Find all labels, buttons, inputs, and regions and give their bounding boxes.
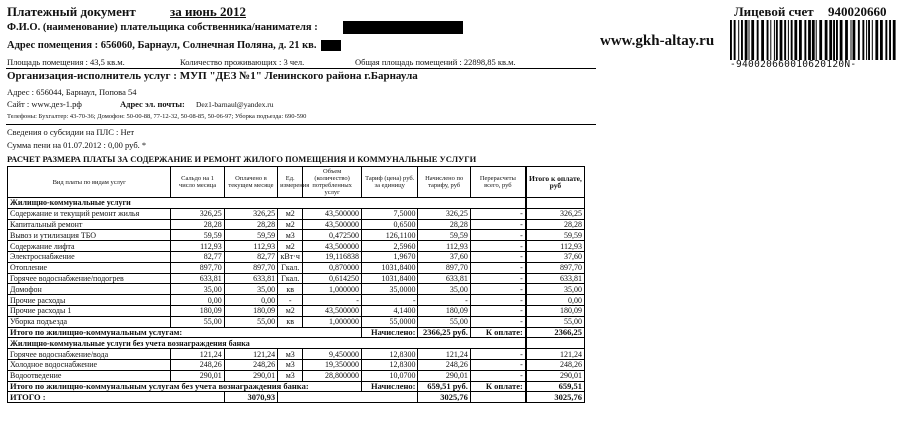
barcode-bar	[741, 20, 743, 60]
table-cell: Электроснабжение	[8, 251, 171, 262]
barcode-bar	[734, 20, 736, 60]
table-cell: 43,500000	[303, 241, 362, 252]
table-cell: 121,24	[526, 349, 585, 360]
table-cell: 1,000000	[303, 284, 362, 295]
section-title-cell: Жилищно-коммунальные услуги без учета вознаграждения банка	[8, 338, 526, 349]
table-cell: м2	[278, 241, 303, 252]
pay-value: 659,51	[526, 381, 585, 392]
table-cell: 326,25	[418, 208, 470, 219]
barcode-bar	[794, 20, 797, 60]
table-cell: 1031,8400	[361, 262, 418, 273]
barcode-bar	[751, 20, 754, 60]
table-cell: 1,000000	[303, 316, 362, 327]
pay-label: К оплате:	[470, 327, 526, 338]
table-cell: 248,26	[171, 359, 224, 370]
table-cell: -	[470, 349, 526, 360]
barcode-bar	[738, 20, 739, 60]
table-row	[8, 273, 585, 284]
grand-empty	[470, 392, 526, 403]
residents-label: Количество проживающих : 3 чел.	[180, 57, 305, 67]
column-header: Сальдо на 1 число месяца	[171, 167, 224, 198]
table-cell: Гкал.	[278, 273, 303, 284]
barcode-bar	[761, 20, 764, 60]
table-cell: Содержание и текущий ремонт жилья	[8, 208, 171, 219]
table-cell: 28,28	[171, 219, 224, 230]
penalty-info: Сумма пени на 01.07.2012 : 0,00 руб. *	[7, 140, 147, 150]
period: за июнь 2012	[170, 4, 247, 19]
table-cell: -	[361, 295, 418, 306]
accrued-label: Начислено:	[361, 327, 418, 338]
account-label: Лицевой счет	[734, 4, 814, 19]
table-cell: 82,77	[224, 251, 277, 262]
table-cell: 290,01	[526, 370, 585, 381]
org-name: Организация-исполнитель услуг : МУП "ДЕЗ №1" Ленинского района г.Барнаула	[7, 70, 418, 82]
table-cell: 290,01	[171, 370, 224, 381]
table-cell: кв	[278, 316, 303, 327]
table-cell: 326,25	[171, 208, 224, 219]
table-cell: 0,870000	[303, 262, 362, 273]
table-cell: Горячее водоснабжение/вода	[8, 349, 171, 360]
table-cell: 10,0700	[361, 370, 418, 381]
table-cell: 59,59	[224, 230, 277, 241]
pay-label: К оплате:	[470, 381, 526, 392]
section-title-cell: Жилищно-коммунальные услуги	[8, 198, 526, 209]
table-cell: -	[470, 241, 526, 252]
table-cell: 897,70	[418, 262, 470, 273]
table-cell: -	[470, 316, 526, 327]
divider	[6, 124, 596, 125]
section-cell-empty	[526, 338, 585, 349]
table-cell: 4,1400	[361, 305, 418, 316]
grand-empty	[278, 392, 418, 403]
column-header: Тариф (цена) руб. за единицу	[361, 167, 418, 198]
barcode-bar	[845, 20, 848, 60]
table-cell: м3	[278, 370, 303, 381]
table-cell: 35,00	[418, 284, 470, 295]
accrued-value: 659,51 руб.	[418, 381, 470, 392]
total-row	[8, 327, 585, 338]
org-site: Сайт : www.дез-1.рф	[7, 99, 82, 109]
barcode-bar	[853, 20, 856, 60]
table-cell: кВт·ч	[278, 251, 303, 262]
table-cell: 112,93	[171, 241, 224, 252]
table-cell: 0,614250	[303, 273, 362, 284]
barcode-bar	[885, 20, 887, 60]
table-cell: 59,59	[526, 230, 585, 241]
table-cell: 43,500000	[303, 219, 362, 230]
barcode-bar	[770, 20, 771, 60]
barcode-bar	[819, 20, 822, 60]
bill-table	[7, 166, 585, 403]
subsidy-info: Сведения о субсидии на ПЛС : Нет	[7, 127, 135, 137]
barcode-bar	[780, 20, 783, 60]
table-cell: м3	[278, 349, 303, 360]
grand-pay: 3025,76	[526, 392, 585, 403]
table-cell: 55,00	[224, 316, 277, 327]
table-cell: м2	[278, 305, 303, 316]
table-cell: 0,00	[224, 295, 277, 306]
table-cell: 897,70	[224, 262, 277, 273]
barcode-bar	[829, 20, 832, 60]
column-header: Начислено по тарифу, руб	[418, 167, 470, 198]
table-cell: 248,26	[526, 359, 585, 370]
table-cell: 28,28	[418, 219, 470, 230]
barcode-bar	[784, 20, 786, 60]
table-cell: -	[418, 295, 470, 306]
table-cell: 248,26	[224, 359, 277, 370]
table-cell: 55,00	[171, 316, 224, 327]
barcode-bar	[836, 20, 838, 60]
total-label: Итого по жилищно-коммунальным услугам:	[8, 327, 362, 338]
table-cell: 12,8300	[361, 349, 418, 360]
column-header: Перерасчеты всего, руб	[470, 167, 526, 198]
barcode-bar	[812, 20, 815, 60]
table-cell: 55,00	[526, 316, 585, 327]
website: www.gkh-altay.ru	[600, 33, 715, 49]
barcode-bar	[880, 20, 883, 60]
table-cell: 180,09	[171, 305, 224, 316]
table-cell: -	[470, 251, 526, 262]
barcode	[728, 20, 896, 60]
accrued-label: Начислено:	[361, 381, 418, 392]
table-cell: 1,9670	[361, 251, 418, 262]
table-row	[8, 284, 585, 295]
barcode-bar	[816, 20, 817, 60]
section-row	[8, 338, 585, 349]
table-cell: -	[470, 262, 526, 273]
table-cell: 35,00	[224, 284, 277, 295]
barcode-bar	[730, 20, 732, 60]
table-cell: -	[470, 295, 526, 306]
table-cell: 326,25	[224, 208, 277, 219]
barcode-bar	[791, 20, 793, 60]
table-cell: 121,24	[171, 349, 224, 360]
table-cell: 290,01	[224, 370, 277, 381]
table-cell: 633,81	[526, 273, 585, 284]
table-cell: Прочие расходы	[8, 295, 171, 306]
barcode-bar	[804, 20, 806, 60]
table-cell: 180,09	[526, 305, 585, 316]
table-cell: 897,70	[526, 262, 585, 273]
table-row	[8, 316, 585, 327]
table-cell: 19,116838	[303, 251, 362, 262]
table-cell: 82,77	[171, 251, 224, 262]
table-cell: 0,00	[171, 295, 224, 306]
table-cell: 633,81	[171, 273, 224, 284]
table-cell: 37,60	[526, 251, 585, 262]
table-cell: 59,59	[418, 230, 470, 241]
org-email: Dez1-barnaul@yandex.ru	[196, 100, 274, 109]
barcode-bar	[767, 20, 769, 60]
table-cell: 55,00	[418, 316, 470, 327]
table-cell: 897,70	[171, 262, 224, 273]
table-cell: 248,26	[418, 359, 470, 370]
table-cell: -	[470, 208, 526, 219]
table-cell: Гкал.	[278, 262, 303, 273]
total-area-label: Общая площадь помещений : 22898,85 кв.м.	[355, 57, 516, 67]
table-cell: кв	[278, 284, 303, 295]
barcode-bar	[840, 20, 843, 60]
table-cell: 180,09	[224, 305, 277, 316]
table-cell: м2	[278, 219, 303, 230]
table-cell: м3	[278, 230, 303, 241]
barcode-bar	[757, 20, 759, 60]
table-cell: -	[470, 284, 526, 295]
table-cell: 35,00	[526, 284, 585, 295]
table-cell: Уборка подъезда	[8, 316, 171, 327]
accrued-value: 2366,25 руб.	[418, 327, 470, 338]
table-cell: Домофон	[8, 284, 171, 295]
table-header-row	[8, 167, 585, 198]
area-label: Площадь помещения : 43,5 кв.м.	[7, 57, 125, 67]
barcode-bar	[749, 20, 750, 60]
barcode-bar	[889, 20, 891, 60]
section-row	[8, 198, 585, 209]
table-row	[8, 230, 585, 241]
table-cell: 19,350000	[303, 359, 362, 370]
column-header: Вид платы по видам услуг	[8, 167, 171, 198]
org-address: Адрес : 656044, Барнаул, Попова 54	[7, 87, 137, 97]
table-cell: м3	[278, 359, 303, 370]
table-cell: 28,28	[224, 219, 277, 230]
table-cell: -	[470, 273, 526, 284]
table-cell: -	[470, 230, 526, 241]
table-cell: 12,8300	[361, 359, 418, 370]
column-header: Ед. измерения	[278, 167, 303, 198]
table-cell: 7,5000	[361, 208, 418, 219]
table-cell: Холодное водоснабжение	[8, 359, 171, 370]
table-cell: Содержание лифта	[8, 241, 171, 252]
section-cell-empty	[526, 198, 585, 209]
barcode-bar	[776, 20, 778, 60]
table-cell: -	[303, 295, 362, 306]
barcode-bar	[825, 20, 828, 60]
table-row	[8, 349, 585, 360]
table-row	[8, 359, 585, 370]
barcode-bar	[788, 20, 789, 60]
barcode-bar	[893, 20, 896, 60]
column-header: Итого к оплате, руб	[526, 167, 585, 198]
barcode-bar	[833, 20, 835, 60]
barcode-bar	[858, 20, 860, 60]
table-cell: 112,93	[526, 241, 585, 252]
table-cell: Отопление	[8, 262, 171, 273]
table-cell: 112,93	[224, 241, 277, 252]
table-row	[8, 251, 585, 262]
barcode-text: -940020660010620120N-	[730, 59, 857, 70]
redacted-apartment	[321, 40, 341, 51]
table-cell: 28,28	[526, 219, 585, 230]
table-cell: 35,0000	[361, 284, 418, 295]
divider	[6, 68, 596, 69]
table-cell: -	[278, 295, 303, 306]
table-cell: 1031,8400	[361, 273, 418, 284]
barcode-bar	[868, 20, 870, 60]
redacted-payer-name	[343, 21, 463, 34]
table-cell: 112,93	[418, 241, 470, 252]
table-cell: 126,1100	[361, 230, 418, 241]
barcode-bar	[851, 20, 852, 60]
table-cell: -	[470, 370, 526, 381]
table-row	[8, 208, 585, 219]
table-row	[8, 262, 585, 273]
section-title: РАСЧЕТ РАЗМЕРА ПЛАТЫ ЗА СОДЕРЖАНИЕ И РЕМОНТ ЖИЛОГО ПОМЕЩЕНИЯ И КОММУНАЛЬНЫЕ УСЛУГИ	[7, 154, 477, 164]
total-row	[8, 381, 585, 392]
table-cell: 633,81	[418, 273, 470, 284]
table-cell: 9,450000	[303, 349, 362, 360]
table-cell: 326,25	[526, 208, 585, 219]
table-cell: 180,09	[418, 305, 470, 316]
org-phones: Телефоны: Бухгалтер: 43-70-36; Домофон: 50-00-88, 77-12-32, 50-08-85, 50-06-97; Уборка подъезда: 690-590	[7, 113, 307, 120]
barcode-bar	[799, 20, 802, 60]
table-cell: 0,6500	[361, 219, 418, 230]
table-cell: 121,24	[224, 349, 277, 360]
table-cell: 28,800000	[303, 370, 362, 381]
pay-value: 2366,25	[526, 327, 585, 338]
table-row	[8, 370, 585, 381]
table-cell: 290,01	[418, 370, 470, 381]
table-cell: Горячее водоснабжение/подогрев	[8, 273, 171, 284]
table-cell: -	[470, 359, 526, 370]
table-row	[8, 305, 585, 316]
table-cell: 121,24	[418, 349, 470, 360]
column-header: Оплачено в текущем месяце	[224, 167, 277, 198]
barcode-bar	[745, 20, 748, 60]
table-cell: 43,500000	[303, 305, 362, 316]
org-email-label: Адрес эл. почты:	[120, 99, 185, 109]
table-cell: Капитальный ремонт	[8, 219, 171, 230]
table-cell: -	[470, 305, 526, 316]
table-cell: 2,5960	[361, 241, 418, 252]
grand-total-label: ИТОГО :	[8, 392, 225, 403]
address-label: Адрес помещения : 656060, Барнаул, Солнечная Поляна, д. 21 кв.	[7, 40, 317, 51]
table-cell: 633,81	[224, 273, 277, 284]
table-row	[8, 241, 585, 252]
doc-title: Платежный документ	[7, 4, 136, 19]
column-header: Объем (количество) потребленных услуг	[303, 167, 362, 198]
payer-label: Ф.И.О. (наименование) плательщика собственника/нанимателя :	[7, 22, 318, 33]
barcode-bar	[808, 20, 811, 60]
table-cell: 43,500000	[303, 208, 362, 219]
table-cell: 0,00	[526, 295, 585, 306]
barcode-bar	[862, 20, 864, 60]
table-cell: 37,60	[418, 251, 470, 262]
table-cell: -	[470, 219, 526, 230]
barcode-bar	[866, 20, 867, 60]
table-cell: 59,59	[171, 230, 224, 241]
barcode-bar	[875, 20, 878, 60]
account-number: 940020660	[828, 4, 887, 19]
barcode-bar	[774, 20, 775, 60]
table-cell: Водоотведение	[8, 370, 171, 381]
total-label: Итого по жилищно-коммунальным услугам без учета вознаграждения банка:	[8, 381, 362, 392]
grand-saldo: 3070,93	[224, 392, 277, 403]
table-cell: 55,0000	[361, 316, 418, 327]
table-cell: Вывоз и утилизация ТБО	[8, 230, 171, 241]
table-cell: 35,00	[171, 284, 224, 295]
table-cell: 0,472500	[303, 230, 362, 241]
table-cell: Прочие расходы 1	[8, 305, 171, 316]
grand-accrued: 3025,76	[418, 392, 470, 403]
grand-total-row	[8, 392, 585, 403]
table-row	[8, 295, 585, 306]
table-cell: м2	[278, 208, 303, 219]
barcode-bar	[872, 20, 873, 60]
table-row	[8, 219, 585, 230]
